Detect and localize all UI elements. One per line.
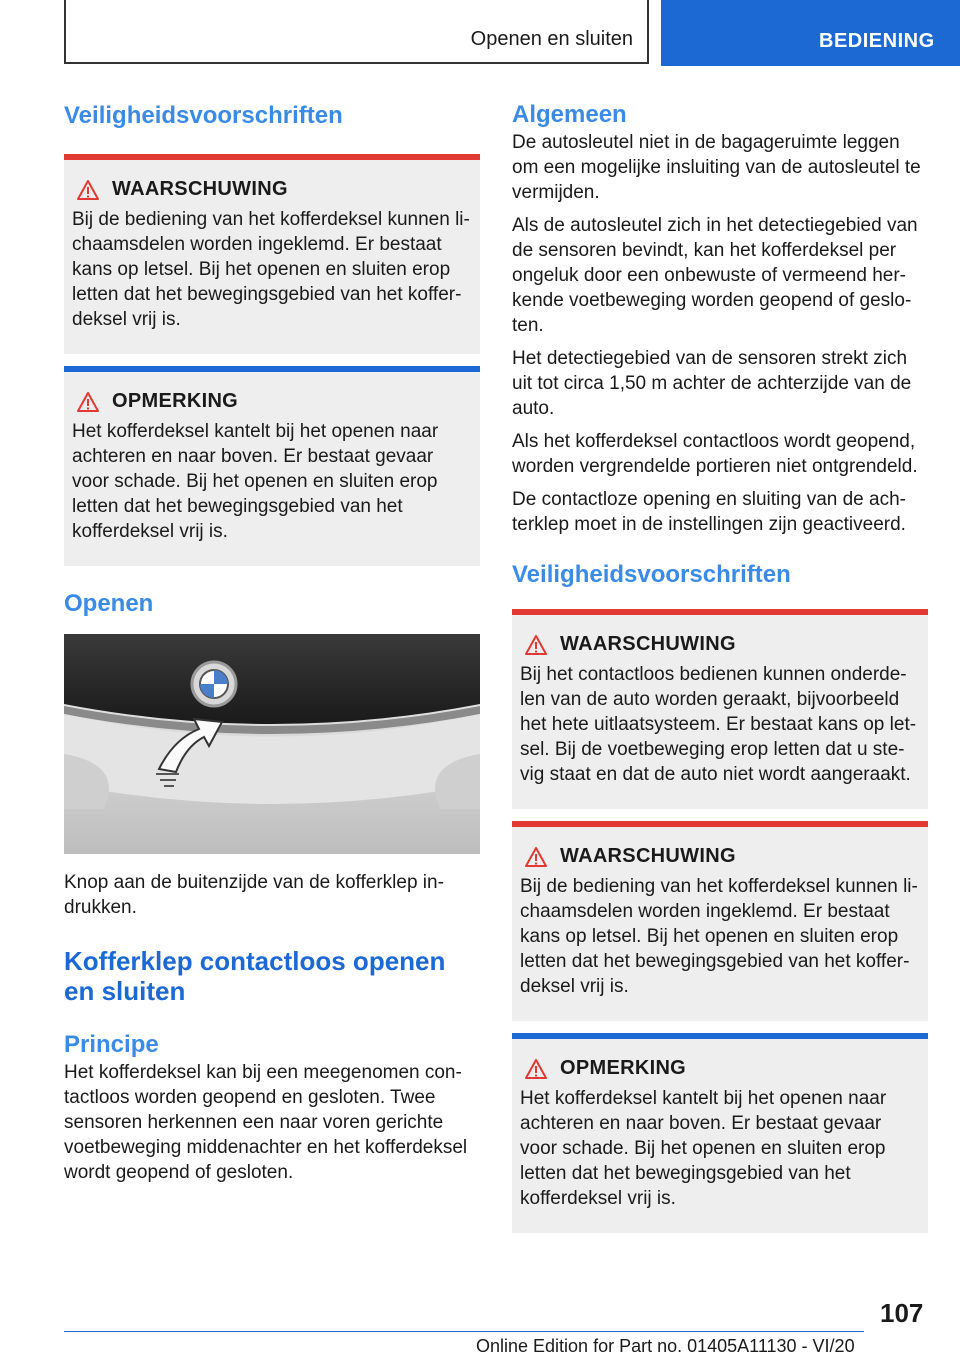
warning-text: Bij de bediening van het kofferdeksel kunnen li-chaamsdelen worden ingeklemd. Er bestaat kans op letsel. Bij het openen en sluiten erop letten dat het bewegingsgebied van het koffer-deksel vrij is. [520, 876, 918, 997]
general-paragraph-4: Als het kofferdeksel contactloos wordt geopend, worden vergrendelde portieren niet ontgrendeld. [512, 431, 918, 477]
note-title: OPMERKING [560, 1057, 687, 1079]
warning-title: WAARSCHUWING [560, 845, 736, 867]
warning-triangle-icon [520, 846, 560, 868]
warning-title: WAARSCHUWING [560, 633, 736, 655]
general-paragraph-2: Als de autosleutel zich in het detectiegebied van de sensoren bevindt, kan het kofferdeksel per ongeluk door een onbewuste of vermeend her-kende voetbeweging worden geopend of geslo-ten. [512, 215, 918, 336]
page-number: 107 [880, 1298, 924, 1328]
note-title: OPMERKING [112, 390, 239, 412]
note-text: Het kofferdeksel kantelt bij het openen naar achteren en naar boven. Er bestaat gevaar voor schade. Bij het openen en sluiten erop letten dat het bewegingsgebied van het kofferdeksel vrij is. [72, 421, 439, 542]
heading-safety-right: Veiligheidsvoorschriften [512, 561, 791, 588]
heading-general: Algemeen [512, 101, 627, 128]
note-box-left [64, 366, 480, 566]
figure-caption: Knop aan de buitenzijde van de kofferklep in-drukken. [64, 872, 444, 918]
right-column [512, 100, 928, 1233]
warning-triangle-icon [520, 634, 560, 656]
heading-principle: Principe [64, 1031, 159, 1058]
header-section-box [64, 0, 649, 64]
warning-title: WAARSCHUWING [112, 178, 288, 200]
general-paragraph-3: Het detectiegebied van de sensoren strekt zich uit tot circa 1,50 m achter de achterzijde van de auto. [512, 348, 912, 419]
header-section-title: Openen en sluiten [470, 28, 633, 50]
warning-triangle-icon [72, 179, 112, 201]
note-text: Het kofferdeksel kantelt bij het openen naar achteren en naar boven. Er bestaat gevaar voor schade. Bij het openen en sluiten erop letten dat het bewegingsgebied van het kofferdeksel vrij is. [520, 1088, 887, 1209]
warning-triangle-icon [72, 391, 112, 413]
warning-box-left [64, 154, 480, 354]
general-paragraph-1: De autosleutel niet in de bagageruimte leggen om een mogelijke insluiting van de autosleutel te vermijden. [512, 132, 921, 203]
heading-contactless: Kofferklep contactloos openen en sluiten [64, 946, 446, 1006]
general-paragraph-5: De contactloze opening en sluiting van de ach-terklep moet in de instellingen zijn geactiveerd. [512, 489, 906, 535]
note-box-right [512, 1033, 928, 1233]
warning-triangle-icon [520, 1058, 560, 1080]
warning-box-right-2 [512, 821, 928, 1021]
heading-safety-left: Veiligheidsvoorschriften [64, 102, 343, 129]
warning-text: Bij de bediening van het kofferdeksel kunnen li-chaamsdelen worden ingeklemd. Er bestaat kans op letsel. Bij het openen en sluiten erop letten dat het bewegingsgebied van het koffer-deksel vrij is. [72, 209, 470, 330]
left-column [64, 100, 480, 1185]
footer-edition: Online Edition for Part no. 01405A11130 - VI/20 [476, 1336, 855, 1356]
footer-divider [64, 1331, 864, 1332]
principle-text: Het kofferdeksel kan bij een meegenomen con-tactloos worden geopend en gesloten. Twee sensoren herkennen een naar voren gerichte voetbeweging middenachter en het kofferdeksel wordt geopend of gesloten. [64, 1062, 468, 1183]
warning-box-right-1 [512, 609, 928, 809]
warning-text: Bij het contactloos bedienen kunnen onderde-len van de auto worden geraakt, bijvoorbeeld het hete uitlaatsysteem. Er bestaat kans op let-sel. Bij de voetbeweging erop letten dat u ste-vig staat en dat de auto niet wordt aangeraakt. [520, 664, 917, 785]
trunk-button-illustration [64, 634, 480, 854]
header-chapter-title: BEDIENING [819, 30, 935, 52]
heading-open: Openen [64, 590, 154, 617]
header-chapter-tab [661, 0, 960, 66]
